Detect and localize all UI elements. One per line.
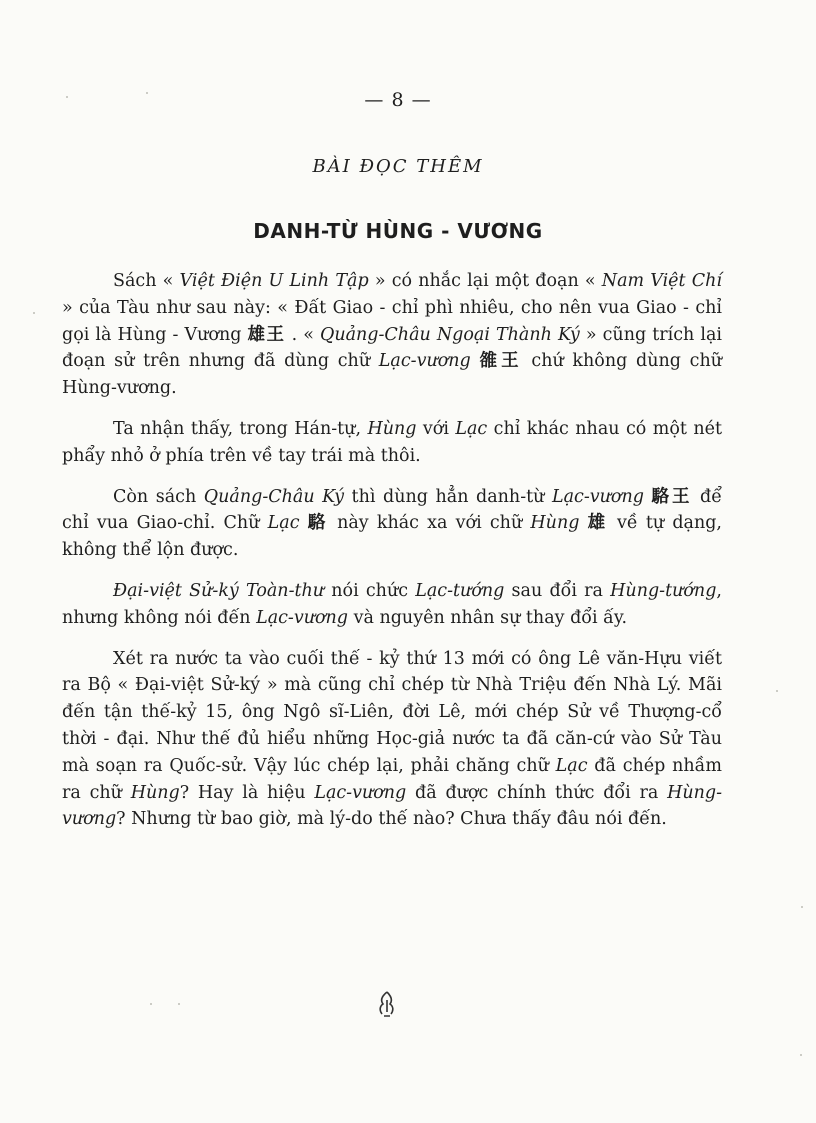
scan-speck [801,906,803,908]
chinese-characters: 駱王 [651,486,693,507]
italic-term: Lạc [555,755,588,776]
article-title: DANH-TỪ HÙNG - VƯƠNG [253,219,543,243]
scan-speck [33,312,35,314]
text-run: Sách « [113,271,180,291]
italic-term: Lạc-vương [551,486,644,507]
italic-term: Lạc-vương [378,351,471,372]
section-label: BÀI ĐỌC THÊM [312,156,484,177]
chinese-characters: 雄王 [247,324,286,345]
scan-speck [800,1054,802,1056]
text-run: chứ không dùng chữ Hùng-vương. [62,351,722,399]
italic-term: Lạc-tướng [415,580,505,601]
text-run: sau đổi ra [504,580,611,601]
text-run: chỉ khác nhau có một nét phẩy nhỏ ở phía trên về tay trái mà thôi. [62,418,722,466]
text-run: » có nhắc lại một đoạn « [368,271,602,291]
fleuron-icon [372,990,402,1023]
italic-term: Hùng [130,782,180,803]
italic-term: Quảng-Châu Ngoại Thành Ký [319,324,580,345]
scan-speck [146,92,148,94]
text-run: Ta nhận thấy, trong Hán-tự, [113,418,368,439]
text-run: Xét ra nước ta vào cuối thế - kỷ thứ 13 mới có ông Lê văn-Hựu viết ra Bộ « Đại-việt Sử-ký » mà cũng chỉ chép từ Nhà Triệu đến Nhà Lý. Mãi đến tận thế-kỷ 15, ông Ngô sĩ-Liên, đời Lê, mới chép Sử về Thượng-cổ thời - đại. Như thế đủ hiểu những Học-giả nước ta đã căn-cứ vào Sử Tàu mà soạn ra Quốc-sử. Vậy lúc chép lại, phải chăng chữ [62,648,722,776]
scan-speck [150,1003,152,1005]
text-run: đã được chính thức đổi ra [406,782,668,803]
text-run [579,513,587,533]
text-run: với [416,418,456,439]
italic-term: Lạc [455,418,488,439]
fleuron-icon-graphic [376,990,398,1018]
scan-speck [66,96,68,98]
text-run: và nguyên nhân sự thay đổi ấy. [348,607,628,628]
text-run [300,513,308,533]
text-run: về tự dạng, không thể lộn được. [62,513,722,561]
chinese-characters: 雄 [587,513,609,534]
text-run: thì dùng hẳn danh-từ [344,486,552,507]
italic-term: Lạc-vương [314,782,407,803]
chinese-characters: 駱 [307,513,329,534]
text-run: Còn sách [113,486,204,507]
italic-term: Lạc-vương [256,607,349,628]
paragraph [62,578,722,632]
text-run: nói chức [324,580,416,601]
text-run: . « [285,324,320,345]
paragraph [62,416,722,470]
italic-term: Việt Điện U Linh Tập [179,271,369,291]
italic-term: Đại-việt Sử-ký Toàn-thư [113,580,325,601]
page-number: — 8 — [364,89,432,111]
scan-speck [178,1003,180,1005]
text-run: ? Hay là hiệu [179,782,315,803]
italic-term: Hùng [530,513,580,534]
text-run: đã chép nhầm ra chữ [62,755,722,803]
paragraph [62,268,722,402]
italic-term: Lạc [267,513,300,534]
paragraph [62,646,722,834]
italic-term: Hùng-tướng [610,580,717,601]
italic-term: Hùng-vương [62,782,722,830]
paragraph [62,484,722,564]
scan-speck [776,690,778,692]
italic-term: Quảng-Châu Ký [203,486,344,507]
article-body [62,268,722,833]
text-run: , nhưng không nói đến [62,580,722,628]
text-run: » cũng trích lại đoạn sử trên nhưng đã dùng chữ [62,324,722,372]
italic-term: Nam Việt Chí [601,271,722,291]
text-run: » của Tàu như sau này: « Đất Giao - chỉ phì nhiêu, cho nên vua Giao - chỉ gọi là Hùng - Vương [62,297,722,345]
italic-term: Hùng [367,418,417,439]
text-run: để chỉ vua Giao-chỉ. Chữ [62,486,722,534]
chinese-characters: 雒王 [479,351,523,372]
text-run: này khác xa với chữ [328,513,531,534]
text-run: ? Nhưng từ bao giờ, mà lý-do thế nào? Chưa thấy đâu nói đến. [116,809,667,830]
